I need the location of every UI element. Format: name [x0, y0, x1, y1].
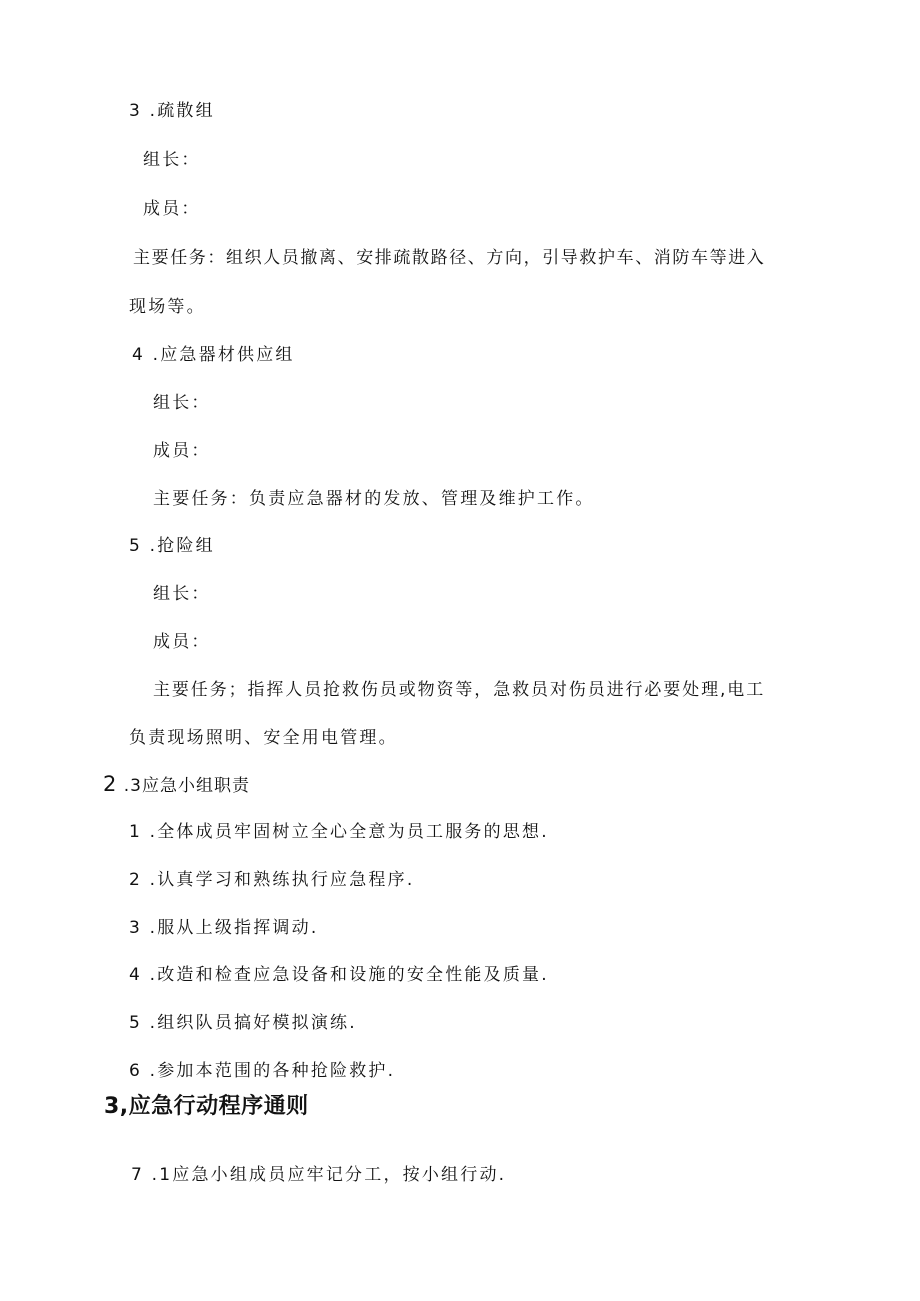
- procedure-section-heading: 3,应急行动程序通则: [104, 1094, 309, 1119]
- rescue-task-line2: 负责现场照明、安全用电管理。: [129, 728, 398, 748]
- supply-leader-label: 组长：: [153, 393, 211, 413]
- duties-section-heading: [103, 772, 250, 798]
- evacuation-members-label: 成员：: [143, 199, 201, 219]
- duty-item-4: 4 .改造和检查应急设备和设施的安全性能及质量.: [129, 965, 549, 985]
- rescue-group-title: 5 .抢险组: [129, 536, 215, 556]
- procedure-item-1: 7 .1应急小组成员应牢记分工，按小组行动.: [131, 1165, 507, 1185]
- rescue-members-label: 成员：: [153, 632, 211, 652]
- duties-heading-text: .3应急小组职责: [117, 776, 250, 796]
- evacuation-task-line1: 主要任务：组织人员撤离、安排疏散路径、方向，引导救护车、消防车等进入: [133, 248, 766, 268]
- evacuation-task-line2: 现场等。: [129, 297, 206, 317]
- supply-members-label: 成员：: [153, 441, 211, 461]
- rescue-leader-label: 组长：: [153, 584, 211, 604]
- duty-item-6: 6 .参加本范围的各种抢险救护.: [129, 1061, 396, 1081]
- duty-item-5: 5 .组织队员搞好模拟演练.: [129, 1013, 357, 1033]
- supply-group-title: 4 .应急器材供应组: [132, 345, 295, 365]
- duty-item-1: 1 .全体成员牢固树立全心全意为员工服务的思想.: [129, 822, 549, 842]
- duties-heading-number: 2: [103, 772, 118, 796]
- supply-task: 主要任务：负责应急器材的发放、管理及维护工作。: [153, 489, 595, 509]
- rescue-task-line1: 主要任务；指挥人员抢救伤员或物资等，急救员对伤员进行必要处理,电工: [153, 680, 766, 700]
- evacuation-group-title: 3 .疏散组: [129, 101, 215, 121]
- duty-item-3: 3 .服从上级指挥调动.: [129, 918, 319, 938]
- duty-item-2: 2 .认真学习和熟练执行应急程序.: [129, 870, 415, 890]
- evacuation-leader-label: 组长：: [143, 150, 201, 170]
